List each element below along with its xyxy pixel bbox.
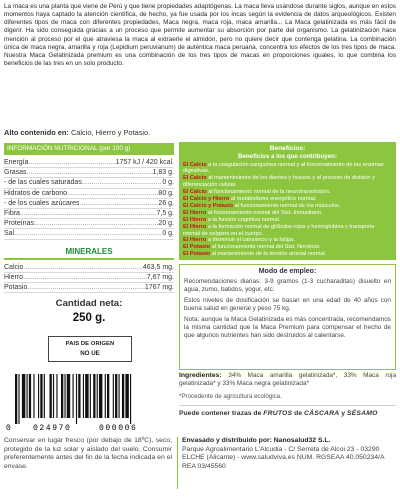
nutrition-value: 7,5 g. [156,209,174,217]
benefit-text: al funcionamiento normal de la neurotransmisión. [208,189,331,196]
barcode-bar [78,374,80,418]
benefit-nutrient: El Hierro [183,209,207,216]
benefit-nutrient: El Hierro [183,237,207,244]
benefit-text: al mantenimiento de la tensión arterial normal. [211,251,327,258]
benefit-item [183,217,392,224]
usage-note: Nota: aunque la Maca Gelatinizada es más concentrada, recomendamos la misma cantidad que la Maca Premium para compensar el hecho de que algunos nutrientes han sido destruidos al calentarse. [184,316,391,339]
ingredients [179,372,396,389]
mineral-leader [23,273,147,282]
benefit-nutrient: El Potasio [183,244,211,251]
benefit-item [183,224,392,238]
benefit-item [183,244,392,251]
barcode-bar [40,374,42,418]
mineral-row [4,283,174,293]
nutrition-label: Hidratos de carbono [4,189,68,197]
traces-warning [179,405,396,418]
allergen-1: FRUTOS [263,410,293,417]
usage-dose: Recomendaciones diarias: 3-9 gramos (1-3 cucharaditas) disuelto en agua, zumo, batidos, yogur, etc. [184,278,391,293]
nutrition-leader [20,209,157,218]
nutrition-row [4,229,174,239]
nutrition-row [4,199,174,209]
benefits-subtitle: Beneficios a los que contribuyen: [237,153,338,160]
nutrition-row [4,178,174,188]
barcode-bar [38,374,39,418]
mineral-row [4,273,174,283]
nutrition-value: 80 g. [158,189,174,197]
traces-and: y [341,410,346,417]
net-quantity [4,298,174,324]
nutrition-leader [34,219,158,228]
benefit-nutrient: El Calcio [183,189,207,196]
mineral-value: 1767 mg. [144,283,174,291]
barcode-bar [29,374,31,418]
nutrition-panel [4,143,174,293]
barcode-bar [15,374,17,424]
barcode [3,372,171,432]
mineral-label: Calcio [4,263,24,271]
benefit-nutrient: El Hierro [183,223,207,230]
nutrition-leader [67,189,158,198]
nutrition-label: Energía [4,159,29,166]
nutrition-row [4,168,174,178]
benefit-item [183,203,392,210]
origin-box [48,336,132,362]
intro-text: La maca es una planta que viene de Perú y que tiene propiedades adaptógenas. La maca lleva usándose durante siglos, aunque en estos momentos haya captado la atención científica, de hecho, ya fue usada por los incas según la evidencia de datos arqueológicos. Existen diferentes tipos de maca con diferentes propiedades, Maca negra, maca roja, maca amarilla... La Maca gelatinizada es más fácil de digerir. Ha sido conseguida gracias a un proceso que permite aumentar su absorción por parte del organismo. La gelatinización hace mención al proceso por el que atraviesa la maca al extraerle el almidón, pero no quiere decir que contenga gelatina. La combinación única de maca negra, amarilla y roja (Lepidium peruvianum) de auténtica maca peruana, concentra los efectos de los tres tipos de maca. Nuestra Maca Gelatinizada premium es una combinación de los tres tipos de macas en proporciones iguales, lo que combina los beneficios de las tres en un solo producto. [4,3,396,68]
benefit-text: a la función cognitiva normal. [207,216,281,223]
mineral-label: Hierro [4,273,24,281]
nutrition-label: Grasas [4,169,27,177]
usage-box [179,264,396,370]
benefit-item [183,175,392,189]
nutrition-rows [4,158,174,240]
nutrition-label: Proteínas [4,220,34,228]
minerals-header: MINERALES [4,247,174,260]
nutrition-leader [82,178,162,187]
nutrition-label: - de las cuales saturadas [4,179,82,187]
benefits-title: Beneficios: [269,145,306,152]
benefit-nutrient: El Calcio y Hierro [183,196,230,203]
nutrition-leader [14,229,162,238]
benefit-text: al funcionamiento normal del Sist. Nervioso. [211,244,321,251]
benefits-list [183,162,392,259]
benefit-item [183,210,392,217]
barcode-right-digits: 000006 [99,424,138,432]
net-quantity-value: 250 g. [72,312,106,324]
barcode-lead-digit: 0 [6,424,11,432]
barcode-bar [18,374,19,424]
nutrition-row [4,158,174,168]
barcode-bar [113,374,114,418]
mineral-value: 7,67 mg. [146,273,174,281]
barcode-bar [85,374,88,418]
barcode-bar [105,374,106,418]
nutrition-value: 26 g. [158,199,174,207]
benefit-nutrient: El Calcio [183,161,207,168]
barcode-bar [67,374,70,418]
benefit-text: al funcionamiento normal del Sist. Inmunitario. [207,209,323,216]
nutrition-row [4,209,174,219]
barcode-bar [90,374,91,418]
allergen-2: CÁSCARA [304,410,340,417]
mineral-value: 463,5 mg. [142,263,174,271]
barcode-bar [56,374,57,418]
traces-mid: de [294,410,303,417]
benefit-text: a disminuir el cansancio y la fatiga. [207,237,295,244]
nutrition-value: 1757 kJ / 420 kcal. [115,159,174,166]
benefit-text: al metabolismo energético normal. [230,196,317,203]
distributor-text: Parque Agroalimentario L'Alcudia - C/ Serreta de Alcoi 23 - 03290 ELCHE (Alicante) - www.saludviva.es NUM. RGSEAA 40.050234/A REA 03/45560 [182,445,385,470]
organic-note: *Procedente de agricultura ecológica. [179,393,282,400]
nutrition-leader [27,168,153,177]
nutrition-leader [79,199,158,208]
origin-value: NO UE [80,350,100,357]
high-content-value: Calcio, Hierro y Potasio. [70,128,151,137]
benefit-text: a la formación normal de glóbulos rojos y hemoglobina y transporte normal de oxígeno en el cuerpo. [183,223,375,237]
nutrition-value: 20 g. [158,220,174,228]
storage-text: Conservar en lugar fresco (por debajo de 18ºC), seco, protegido de la luz solar y aislado del suelo. Consumir preferentemente antes del fin de la fecha indicada en el envase. [4,437,172,470]
barcode-bar [33,374,34,418]
distributor [182,437,396,471]
barcode-bar [83,374,84,418]
barcode-bar [119,374,120,418]
barcode-bar [115,374,117,418]
mineral-label: Potasio [4,283,28,291]
barcode-left-digits: 024970 [33,424,72,432]
allergen-3: SÉSAMO [346,410,378,417]
barcode-bar [44,374,45,418]
origin-label: PAIS DE ORIGEN [65,341,115,347]
net-quantity-label: Cantidad neta: [55,298,123,309]
nutrition-value: 0 g. [162,179,174,187]
high-content-label: Alto contenido en: [4,128,69,137]
benefit-text: a la coagulación sanguínea normal y al funcionamiento de las enzimas digestivas. [183,161,384,175]
barcode-bar [22,374,25,418]
nutrition-value: 1,83 g. [152,169,174,177]
nutrition-label: Sal [4,230,15,238]
barcode-bar [130,374,131,424]
barcode-bar [50,374,52,418]
benefit-item [183,162,392,176]
barcode-bar [93,374,95,418]
barcode-bar [64,374,65,418]
barcode-bar [122,374,124,418]
benefit-item [183,189,392,196]
nutrition-label: Fibra [4,209,20,217]
barcode-bar [97,374,98,418]
barcode-bar [73,374,74,418]
ingredients-label: Ingredientes: [179,372,222,379]
barcode-bar [53,374,54,418]
usage-basis: Estos niveles de dosificación se basan en una edad de 40 años con buena salud en general y peso 75 kg. [184,297,391,312]
benefits-box [179,142,396,260]
barcode-bar [99,374,102,418]
distributor-label: Envasado y distribuido por: Nanosalud32 S.L. [182,437,331,444]
nutrition-leader [29,158,116,167]
minerals-rows [4,263,174,294]
benefit-item [183,251,392,258]
high-content-line [4,128,264,137]
benefit-nutrient: El Potasio [183,251,211,258]
mineral-leader [23,263,142,272]
barcode-bar [76,374,77,424]
traces-prefix: Puede contener trazas de [179,410,262,417]
ingredients-text: 34% Maca amarilla gelatinizada*, 33% Maca roja gelatinizada* y 33% Maca negra gelatinizada* [179,372,397,388]
divider [177,437,178,489]
barcode-bar [125,374,128,418]
nutrition-row [4,219,174,229]
barcode-bar [61,374,63,418]
mineral-leader [27,283,144,292]
benefit-nutrient: El Hierro [183,216,207,223]
benefit-text: al mantenimiento de los dientes y huesos y al proceso de división y diferenciación celular. [183,175,375,189]
usage-title: Modo de empleo: [258,268,317,275]
barcode-bars [15,374,131,424]
nutrition-label: - de los cuales azúcares [4,199,80,207]
benefit-nutrient: El Calcio y Potasio [183,202,234,209]
mineral-row [4,263,174,273]
benefit-text: al funcionamiento normal de los músculos. [234,202,341,209]
nutrition-header: INFORMACIÓN NUTRICIONAL (por 100 g) [4,143,174,155]
benefit-item [183,237,392,244]
benefit-nutrient: El Calcio [183,175,207,182]
barcode-bar [27,374,28,418]
nutrition-value: 0 g. [162,230,174,238]
benefit-item [183,196,392,203]
barcode-bar [107,374,109,418]
nutrition-row [4,189,174,199]
